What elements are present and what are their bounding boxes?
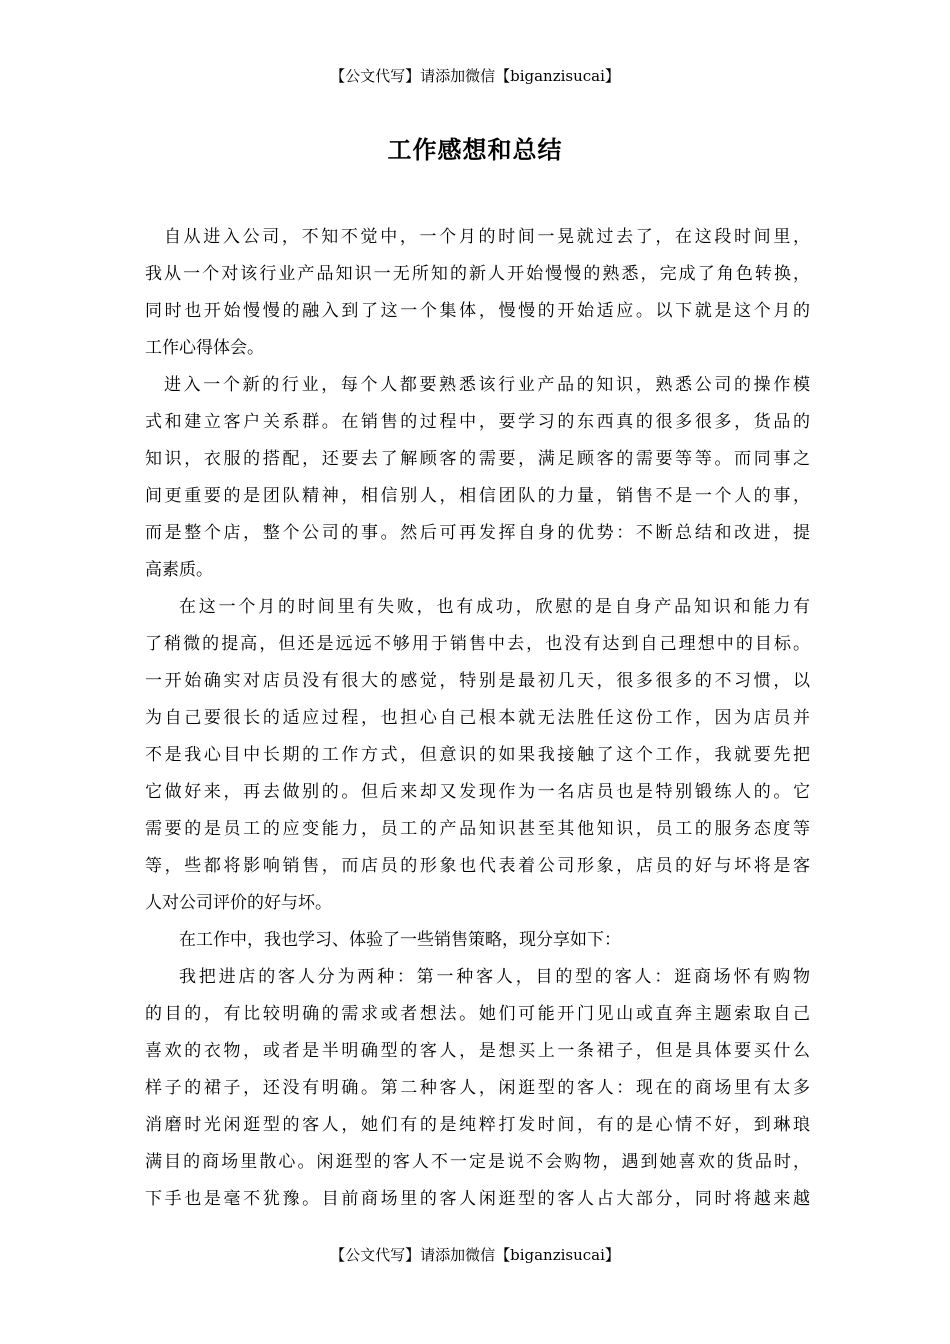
body-line: 下手也是毫不犹豫。目前商场里的客人闲逛型的客人占大部分，同时将越来越 [145, 1189, 810, 1209]
body-line: 我把进店的客人分为两种：第一种客人，目的型的客人：逛商场怀有购物 [179, 967, 810, 987]
body-line: 式和建立客户关系群。在销售的过程中，要学习的东西真的很多很多，货品的 [145, 412, 810, 432]
body-line: 人对公司评价的好与坏。 [145, 893, 332, 913]
body-line: 同时也开始慢慢的融入到了这一个集体，慢慢的开始适应。以下就是这个月的 [145, 301, 810, 321]
body-line: 等，些都将影响销售，而店员的形象也代表着公司形象，店员的好与坏将是客 [145, 856, 810, 876]
body-line: 在这一个月的时间里有失败，也有成功，欣慰的是自身产品知识和能力有 [179, 597, 810, 617]
body-line: 而是整个店，整个公司的事。然后可再发挥自身的优势：不断总结和改进，提 [145, 523, 810, 543]
body-line: 样子的裙子，还没有明确。第二种客人，闲逛型的客人：现在的商场里有太多 [145, 1078, 810, 1098]
body-line: 需要的是员工的应变能力，员工的产品知识甚至其他知识，员工的服务态度等 [145, 819, 810, 839]
body-line: 在工作中，我也学习、体验了一些销售策略，现分享如下： [179, 930, 621, 950]
body-line: 知识，衣服的搭配，还要去了解顾客的需要，满足顾客的需要等等。而同事之 [145, 449, 810, 469]
body-line: 不是我心目中长期的工作方式，但意识的如果我接触了这个工作，我就要先把 [145, 745, 810, 765]
page-footer: 【公文代写】请添加微信【biganzisucai】 [330, 1246, 620, 1264]
body-line: 了稍微的提高，但还是远远不够用于销售中去，也没有达到自己理想中的目标。 [145, 634, 810, 654]
document-body [145, 223, 810, 1222]
body-line: 满目的商场里散心。闲逛型的客人不一定是说不会购物，遇到她喜欢的货品时， [145, 1152, 810, 1172]
body-line: 进入一个新的行业，每个人都要熟悉该行业产品的知识，熟悉公司的操作模 [164, 375, 810, 395]
body-line: 消磨时光闲逛型的客人，她们有的是纯粹打发时间，有的是心情不好，到琳琅 [145, 1115, 810, 1135]
body-line: 我从一个对该行业产品知识一无所知的新人开始慢慢的熟悉，完成了角色转换， [145, 264, 810, 284]
body-line: 喜欢的衣物，或者是半明确型的客人，是想买上一条裙子，但是具体要买什么 [145, 1041, 810, 1061]
body-line: 工作心得体会。 [145, 338, 264, 358]
body-line: 一开始确实对店员没有很大的感觉，特别是最初几天，很多很多的不习惯，以 [145, 671, 810, 691]
body-line: 的目的，有比较明确的需求或者想法。她们可能开门见山或直奔主题索取自己 [145, 1004, 810, 1024]
body-line: 间更重要的是团队精神，相信别人，相信团队的力量，销售不是一个人的事， [145, 486, 810, 506]
body-line: 高素质。 [145, 560, 213, 580]
body-line: 它做好来，再去做别的。但后来却又发现作为一名店员也是特别锻练人的。它 [145, 782, 810, 802]
body-line: 为自己要很长的适应过程，也担心自己根本就无法胜任这份工作，因为店员并 [145, 708, 810, 728]
body-line: 自从进入公司，不知不觉中，一个月的时间一晃就过去了，在这段时间里， [164, 227, 810, 247]
page-header: 【公文代写】请添加微信【biganzisucai】 [330, 67, 620, 85]
document-title: 工作感想和总结 [387, 135, 563, 164]
